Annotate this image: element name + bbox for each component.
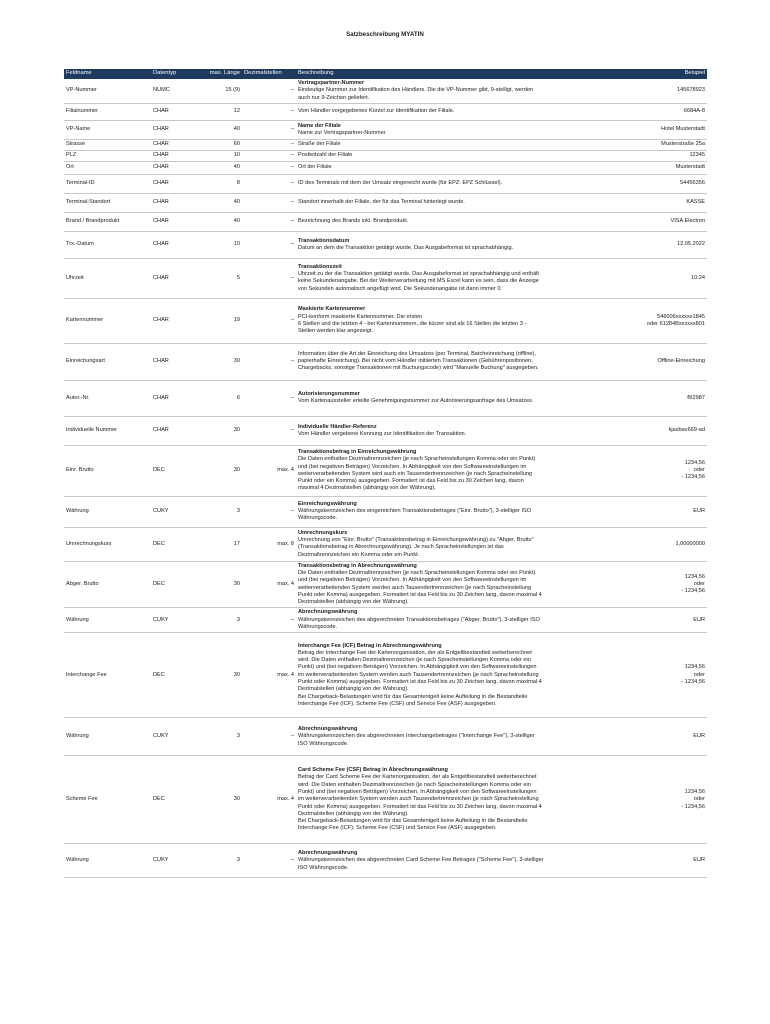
description-line: Bei Chargeback-Belastungen wird für das Gesamtentgelt keine Aufteilung in die Bestandteile: [298, 693, 528, 700]
table-row: [64, 561, 707, 608]
description-title: Interchange Fee (ICF) Betrag in Abrechnungswährung: [298, 642, 442, 649]
max-length-cell: 40: [196, 212, 242, 231]
description-line: Währungskennzeichen des abgerechneten Card Scheme Fee Betrages ("Scheme Fee"), 3-stelliger: [298, 857, 544, 864]
max-length-cell: 5: [196, 258, 242, 298]
datatype-cell: CHAR: [151, 212, 196, 231]
field-name-cell: Kartennummer: [64, 298, 151, 343]
decimals-cell: –: [242, 139, 296, 150]
description-line: Vom Händler vorgegebenes Kürzel zur Identifikation der Filiale.: [298, 108, 455, 115]
table-row: [64, 343, 707, 380]
example-line: Musterstadt: [675, 164, 705, 171]
description-line: Die Daten enthalten Dezimaltrennzeichen (je nach Spracheinstellungen Komma oder ein Punkt): [298, 570, 536, 577]
example-cell: [598, 103, 707, 120]
table-row: [64, 416, 707, 445]
example-cell: [598, 212, 707, 231]
max-length-cell: 3: [196, 844, 242, 878]
datatype-cell: CHAR: [151, 416, 196, 445]
description-cell: [296, 103, 598, 120]
datatype-cell: DEC: [151, 633, 196, 718]
field-name-cell: Ort: [64, 161, 151, 174]
field-name-cell: Einreichungsart: [64, 343, 151, 380]
description-cell: [296, 343, 598, 380]
datatype-cell: CHAR: [151, 193, 196, 212]
field-name-cell: Filialnummer: [64, 103, 151, 120]
max-length-cell: 30: [196, 445, 242, 496]
decimals-cell: –: [242, 496, 296, 527]
description-title: Name der Filiale: [298, 122, 341, 129]
table-row: [64, 212, 707, 231]
max-length-cell: 19: [196, 298, 242, 343]
example-line: EUR: [693, 508, 705, 515]
description-line: Betrag der Card Scheme Fee der Kartenorganisation, der als Entgeltbestandteil weiterberechnet: [298, 774, 537, 781]
description-title: Autorisierungsnummer: [298, 391, 360, 398]
datatype-cell: DEC: [151, 756, 196, 844]
description-line: keine Sekundenangabe. Bei der Weiterverarbeitung mit MS Excel kann es sein, dass die Anzeige: [298, 278, 539, 285]
field-name-cell: Umrechnungskurs: [64, 527, 151, 561]
example-cell: [598, 633, 707, 718]
description-title: Umrechnungskurs: [298, 529, 348, 536]
description-line: und (bei negativen Beträgen) Vorzeichen. In Abhängigkeit von den Softwareeinstellungen im: [298, 463, 527, 470]
example-cell: [598, 161, 707, 174]
decimals-cell: –: [242, 193, 296, 212]
example-cell: [598, 174, 707, 193]
table-row: [64, 174, 707, 193]
table-row: [64, 527, 707, 561]
decimals-cell: –: [242, 103, 296, 120]
description-line: Straße der Filiale: [298, 141, 341, 148]
example-line: - 1234,56: [681, 474, 705, 481]
field-name-cell: VP-Name: [64, 120, 151, 139]
max-length-cell: 30: [196, 633, 242, 718]
max-length-cell: 10: [196, 150, 242, 161]
table-row: [64, 496, 707, 527]
example-line: VISA Electron: [670, 218, 705, 225]
max-length-cell: 17: [196, 527, 242, 561]
table-row: [64, 150, 707, 161]
datatype-cell: CHAR: [151, 343, 196, 380]
decimals-cell: –: [242, 150, 296, 161]
description-line: Name zur Vertragspartner-Nummer: [298, 129, 386, 136]
field-name-cell: PLZ: [64, 150, 151, 161]
table-row: [64, 844, 707, 878]
max-length-cell: 8: [196, 174, 242, 193]
description-line: von Sekunden automatisch angefügt wird. Die Sekundenangabe ist dann immer 0.: [298, 285, 502, 292]
field-name-cell: Individuelle Nummer: [64, 416, 151, 445]
field-name-cell: Brand / Brandprodukt: [64, 212, 151, 231]
description-line: (Transaktionsbetrag in Abrechnungswährung). Je nach Spracheinstellungen ist das: [298, 544, 504, 551]
decimals-cell: –: [242, 718, 296, 756]
description-line: ID des Terminals mit dem der Umsatz eingereicht wurde (für EPZ: EPZ Schlüssel).: [298, 180, 503, 187]
example-line: kjasbav669-ad: [668, 427, 705, 434]
decimals-cell: max. 4: [242, 756, 296, 844]
description-line: wird. Die Daten enthalten Dezimaltrennzeichen (je nach Spracheinstellungen Komma oder ein: [298, 657, 531, 664]
description-cell: [296, 445, 598, 496]
decimals-cell: max. 4: [242, 633, 296, 718]
decimals-cell: –: [242, 174, 296, 193]
description-line: und (bei negativen Beträgen) Vorzeichen. In Abhängigkeit von den Softwareeinstellungen im: [298, 577, 527, 584]
example-cell: [598, 79, 707, 103]
field-name-cell: Währung: [64, 844, 151, 878]
datatype-cell: CHAR: [151, 161, 196, 174]
max-length-cell: 30: [196, 416, 242, 445]
table-row: [64, 161, 707, 174]
example-cell: [598, 258, 707, 298]
field-name-cell: Strasse: [64, 139, 151, 150]
description-title: Abrechnungswährung: [298, 849, 358, 856]
example-cell: [598, 756, 707, 844]
description-line: Information über die Art der Einreichung des Umsatzes (per Terminal, Batcheinreichung (offline),: [298, 350, 536, 357]
max-length-cell: 40: [196, 120, 242, 139]
example-line: 1234,56: [684, 573, 705, 580]
datatype-cell: DEC: [151, 527, 196, 561]
example-line: 1234,56: [684, 788, 705, 795]
description-title: Maskierte Kartennummer: [298, 306, 366, 313]
table-header-row: [64, 69, 707, 79]
example-line: oder: [693, 796, 705, 803]
description-cell: [296, 258, 598, 298]
description-cell: [296, 79, 598, 103]
decimals-cell: –: [242, 380, 296, 416]
field-name-cell: Interchange Fee: [64, 633, 151, 718]
example-line: EUR: [693, 857, 705, 864]
max-length-cell: 3: [196, 608, 242, 633]
example-line: 1,00000000: [675, 540, 705, 547]
example-cell: [598, 231, 707, 258]
example-line: oder: [693, 671, 705, 678]
table-row: [64, 258, 707, 298]
table-row: [64, 718, 707, 756]
description-cell: [296, 212, 598, 231]
decimals-cell: –: [242, 608, 296, 633]
field-name-cell: Währung: [64, 496, 151, 527]
description-line: Interchange Fee (ICF), Scheme Fee (CSF) und Service Fee (ASF) ausgegeben.: [298, 700, 497, 707]
description-line: weiterverarbeitenden System wird auch ein Tausendertrennzeichen (je nach Spracheinstellung: [298, 470, 533, 477]
description-title: Transaktionsdatum: [298, 237, 350, 244]
decimals-cell: –: [242, 844, 296, 878]
max-length-cell: 40: [196, 161, 242, 174]
description-cell: [296, 150, 598, 161]
description-line: Chargebacks, sonstige Transaktionen mit Buchungscode) wird "Manuelle Buchung" ausgegeben.: [298, 365, 539, 372]
decimals-cell: –: [242, 79, 296, 103]
description-line: Punkt) und (bei negativen Beträgen) Vorzeichen. In Abhängigkeit von den Softwareeinstellungen: [298, 664, 537, 671]
datatype-cell: CUKY: [151, 718, 196, 756]
example-line: oder 61284Bxxxxxx801: [646, 320, 705, 327]
description-line: Vom Kartenaussteller erteilte Genehmigungsnummer zur Autorisierungsanfrage des Umsatzes.: [298, 398, 534, 405]
datatype-cell: DEC: [151, 445, 196, 496]
description-line: wird. Die Daten enthalten Dezimaltrennzeichen (je nach Spracheinstellungen Komma oder ein: [298, 781, 531, 788]
description-line: Punkt oder ein Komma) ausgegeben. Formatiert ist das Feld bis zu 30 Zeichen lang, davon: [298, 478, 524, 485]
description-cell: [296, 416, 598, 445]
field-name-cell: Uhrzeit: [64, 258, 151, 298]
description-line: maximal 4 Dezimalstellen (abhängig von der Währung).: [298, 485, 436, 492]
description-line: Datum an dem die Transaktion getätigt wurde. Das Ausgabeformat ist sprachabhängig.: [298, 244, 514, 251]
description-cell: [296, 174, 598, 193]
example-line: 54456356: [680, 180, 705, 187]
table-row: [64, 79, 707, 103]
field-name-cell: Abger. Brutto: [64, 561, 151, 608]
example-line: EUR: [693, 616, 705, 623]
decimals-cell: –: [242, 231, 296, 258]
decimals-cell: –: [242, 416, 296, 445]
example-cell: [598, 608, 707, 633]
field-name-cell: Einr. Brutto: [64, 445, 151, 496]
description-title: Transaktionszeit: [298, 263, 342, 270]
datatype-cell: CHAR: [151, 380, 196, 416]
header-datatype: Datentyp: [151, 69, 196, 79]
example-line: 546006xxxxxx1845: [657, 313, 705, 320]
description-line: Dezimalstellen (abhängig von der Währung).: [298, 686, 409, 693]
datatype-cell: CHAR: [151, 103, 196, 120]
max-length-cell: 40: [196, 193, 242, 212]
description-cell: [296, 527, 598, 561]
description-line: Bezeichnung des Brands inkl. Brandprodukt.: [298, 218, 409, 225]
example-cell: [598, 380, 707, 416]
table-row: [64, 120, 707, 139]
datatype-cell: CHAR: [151, 139, 196, 150]
description-line: im weiterverarbeitenden System werden auch Tausendertrennzeichen (je nach Spracheinstellung: [298, 796, 539, 803]
example-cell: [598, 193, 707, 212]
example-cell: [598, 139, 707, 150]
max-length-cell: 6: [196, 380, 242, 416]
datatype-cell: CHAR: [151, 258, 196, 298]
description-cell: [296, 231, 598, 258]
decimals-cell: –: [242, 343, 296, 380]
example-line: - 1234,56: [681, 803, 705, 810]
decimals-cell: –: [242, 161, 296, 174]
field-name-cell: Währung: [64, 608, 151, 633]
datatype-cell: DEC: [151, 561, 196, 608]
max-length-cell: 60: [196, 139, 242, 150]
table-row: [64, 193, 707, 212]
field-name-cell: VP-Nummer: [64, 79, 151, 103]
example-line: 145678923: [677, 87, 705, 94]
description-line: Punkt oder Komma) ausgegeben. Formatiert ist das Feld bis zu 30 Zeichen lang, davon maximal 4: [298, 803, 542, 810]
datatype-cell: CUKY: [151, 844, 196, 878]
description-line: Betrag der Interchange Fee der Kartenorganisation, der als Entgeltbestandteil weiterberechnet: [298, 649, 532, 656]
header-example: Beispiel: [598, 69, 707, 79]
table-row: [64, 756, 707, 844]
description-cell: [296, 120, 598, 139]
description-cell: [296, 561, 598, 608]
datatype-cell: CHAR: [151, 150, 196, 161]
example-line: 6684A-8: [683, 108, 705, 115]
description-line: Interchange Fee (ICF), Scheme Fee (CSF) und Service Fee (ASF) ausgegeben.: [298, 825, 497, 832]
example-cell: [598, 527, 707, 561]
description-line: Uhrzeit zu der die Transaktion getätigt wurde. Das Ausgabeformat ist sprachabhängig und enthält: [298, 271, 539, 278]
example-line: 10:24: [691, 274, 705, 281]
example-line: oder: [693, 467, 705, 474]
example-line: EUR: [693, 733, 705, 740]
example-cell: [598, 844, 707, 878]
example-line: - 1234,56: [681, 588, 705, 595]
max-length-cell: 30: [196, 561, 242, 608]
example-line: 1234,56: [684, 664, 705, 671]
page-title: Satzbeschreibung MYATIN: [346, 31, 424, 38]
description-line: Punkt) und (bei negativen Beträgen) Vorzeichen. In Abhängigkeit von den Softwareeinstellungen: [298, 788, 537, 795]
description-line: Währungscode.: [298, 624, 338, 631]
description-cell: [296, 193, 598, 212]
decimals-cell: –: [242, 298, 296, 343]
table-row: [64, 139, 707, 150]
description-line: Währungscode.: [298, 515, 338, 522]
decimals-cell: –: [242, 120, 296, 139]
description-line: ISO Währungscode.: [298, 864, 349, 871]
example-cell: [598, 416, 707, 445]
description-line: Umrechnung von "Einr. Brutto" (Transaktionsbetrag in Einreichungswährung) zu "Abger. Brutto": [298, 537, 534, 544]
field-name-cell: Terminal-ID: [64, 174, 151, 193]
example-cell: [598, 343, 707, 380]
decimals-cell: –: [242, 258, 296, 298]
description-cell: [296, 496, 598, 527]
example-cell: [598, 718, 707, 756]
description-cell: [296, 718, 598, 756]
decimals-cell: max. 4: [242, 561, 296, 608]
table-row: [64, 633, 707, 718]
description-line: Währungskennzeichen des abgerechneten Interchangebetrages ("Interchange Fee"), 3-stelliger: [298, 733, 535, 740]
datatype-cell: NUMC: [151, 79, 196, 103]
field-name-cell: Währung: [64, 718, 151, 756]
description-line: ISO Währungscode.: [298, 740, 349, 747]
description-line: Punkt oder Komma) ausgegeben. Formatiert ist das Feld bis zu 30 Zeichen lang, davon maximal 4: [298, 679, 542, 686]
decimals-cell: max. 8: [242, 527, 296, 561]
example-line: KASSE: [686, 199, 705, 206]
example-line: - 1234,56: [681, 679, 705, 686]
table-row: [64, 608, 707, 633]
header-fieldname: Feldname: [64, 69, 151, 79]
description-line: Postleitzahl der Filiale: [298, 152, 353, 159]
example-line: Hotel Musterstadt: [661, 126, 705, 133]
decimals-cell: max. 4: [242, 445, 296, 496]
description-cell: [296, 756, 598, 844]
description-line: Währungskennzeichen des abgerechneten Transaktionsbetrages ("Abger. Brutto"), 3-stelliger ISO: [298, 616, 540, 623]
description-line: Die Daten enthalten Dezimaltrennzeichen (je nach Spracheinstellungen Komma oder ein Punkt): [298, 456, 536, 463]
max-length-cell: 12: [196, 103, 242, 120]
datatype-cell: CHAR: [151, 231, 196, 258]
example-line: 12345: [689, 152, 705, 159]
table-row: [64, 298, 707, 343]
description-line: Bei Chargeback-Belastungen wird für das Gesamtentgelt keine Aufteilung in die Bestandteile: [298, 818, 528, 825]
example-line: 12.05.2022: [677, 241, 705, 248]
header-max-length: max. Länge: [196, 69, 242, 79]
header-description: Beschreibung: [296, 69, 598, 79]
table-row: [64, 380, 707, 416]
datatype-cell: CHAR: [151, 298, 196, 343]
example-cell: [598, 120, 707, 139]
table-row: [64, 231, 707, 258]
description-title: Vertragspartner-Nummer: [298, 80, 365, 86]
description-title: Transaktionsbetrag in Abrechnungswährung: [298, 562, 417, 569]
description-title: Abrechnungswährung: [298, 725, 358, 732]
table-row: [64, 103, 707, 120]
example-line: Offline-Einreichung: [657, 358, 705, 365]
datatype-cell: CUKY: [151, 496, 196, 527]
field-name-cell: Autor.-Nr.: [64, 380, 151, 416]
description-line: Vom Händler vergebene Kennung zur Identifikation der Transaktion.: [298, 430, 467, 437]
field-name-cell: Trx.-Datum: [64, 231, 151, 258]
field-spec-table: [64, 69, 707, 878]
description-line: 6 Stellen und die letzten 4 - bei Kartennummern, die kürzer sind als 16 Stellen die letzten 3 -: [298, 320, 527, 327]
datatype-cell: CHAR: [151, 174, 196, 193]
datatype-cell: CHAR: [151, 120, 196, 139]
description-line: weiterverarbeitenden System werden auch Tausendertrennzeichen (je nach Spracheinstellung: [298, 584, 532, 591]
description-cell: [296, 380, 598, 416]
description-cell: [296, 161, 598, 174]
description-title: Abrechnungswährung: [298, 609, 358, 616]
description-line: im weiterverarbeitenden System werden auch Tausendertrennzeichen (je nach Spracheinstellung: [298, 671, 539, 678]
description-line: Währungskennzeichen des eingereichten Transaktionsbetrages ("Einr. Brutto"), 3-stelliger ISO: [298, 508, 532, 515]
description-cell: [296, 298, 598, 343]
description-line: auch nur 9-Zeichen geliefert.: [298, 94, 370, 101]
description-title: Card Scheme Fee (CSF) Betrag in Abrechnungswährung: [298, 767, 448, 774]
max-length-cell: 30: [196, 343, 242, 380]
description-cell: [296, 633, 598, 718]
description-line: Eindeutige Nummer zur Identifikation des Händlers. Die die VP-Nummer gibt, 9-stelligt, werden: [298, 87, 534, 94]
example-cell: [598, 496, 707, 527]
field-name-cell: Scheme Fee: [64, 756, 151, 844]
max-length-cell: 30: [196, 756, 242, 844]
description-cell: [296, 844, 598, 878]
description-line: Standort innerhalb der Filiale, der für das Terminal hinterlegt wurde.: [298, 199, 465, 206]
example-cell: [598, 445, 707, 496]
description-line: Ort der Filiale: [298, 164, 332, 171]
example-line: Musterstraße 25a: [661, 141, 705, 148]
example-line: BI2987: [687, 394, 705, 401]
description-line: Dezimalstellen (abhängig von der Währung).: [298, 599, 409, 606]
description-line: papierhafte Einreichung). Bei nicht vom Händler initiierten Transaktionen (Gebührenpositionen,: [298, 358, 533, 365]
datatype-cell: CUKY: [151, 608, 196, 633]
description-line: Dezimalstellen (abhängig von der Währung).: [298, 810, 409, 817]
description-cell: [296, 139, 598, 150]
max-length-cell: 3: [196, 718, 242, 756]
example-cell: [598, 298, 707, 343]
description-title: Transaktionsbetrag in Einreichungswährung: [298, 449, 417, 455]
decimals-cell: –: [242, 212, 296, 231]
description-line: Punkt oder Komma) ausgegeben. Formatiert ist das Feld bis zu 30 Zeichen lang, davon maximal 4: [298, 591, 542, 598]
description-line: Stellen werden klar angezeigt.: [298, 328, 373, 335]
example-cell: [598, 561, 707, 608]
max-length-cell: 10: [196, 231, 242, 258]
description-line: PCI-konform maskierte Kartennummer. Die ersten: [298, 313, 423, 320]
max-length-cell: 15 (9): [196, 79, 242, 103]
max-length-cell: 3: [196, 496, 242, 527]
description-title: Einreichungswährung: [298, 500, 357, 507]
description-cell: [296, 608, 598, 633]
example-cell: [598, 150, 707, 161]
example-line: oder: [693, 580, 705, 587]
description-line: Dezimaltrennzeichen ein Komma oder ein Punkt.: [298, 551, 420, 558]
description-title: Individuelle Händler-Referenz: [298, 423, 377, 430]
field-name-cell: Terminal-Standort: [64, 193, 151, 212]
table-row: [64, 445, 707, 496]
example-line: 1234,56: [684, 459, 705, 466]
header-decimals: Dezimalstellen: [242, 69, 296, 79]
